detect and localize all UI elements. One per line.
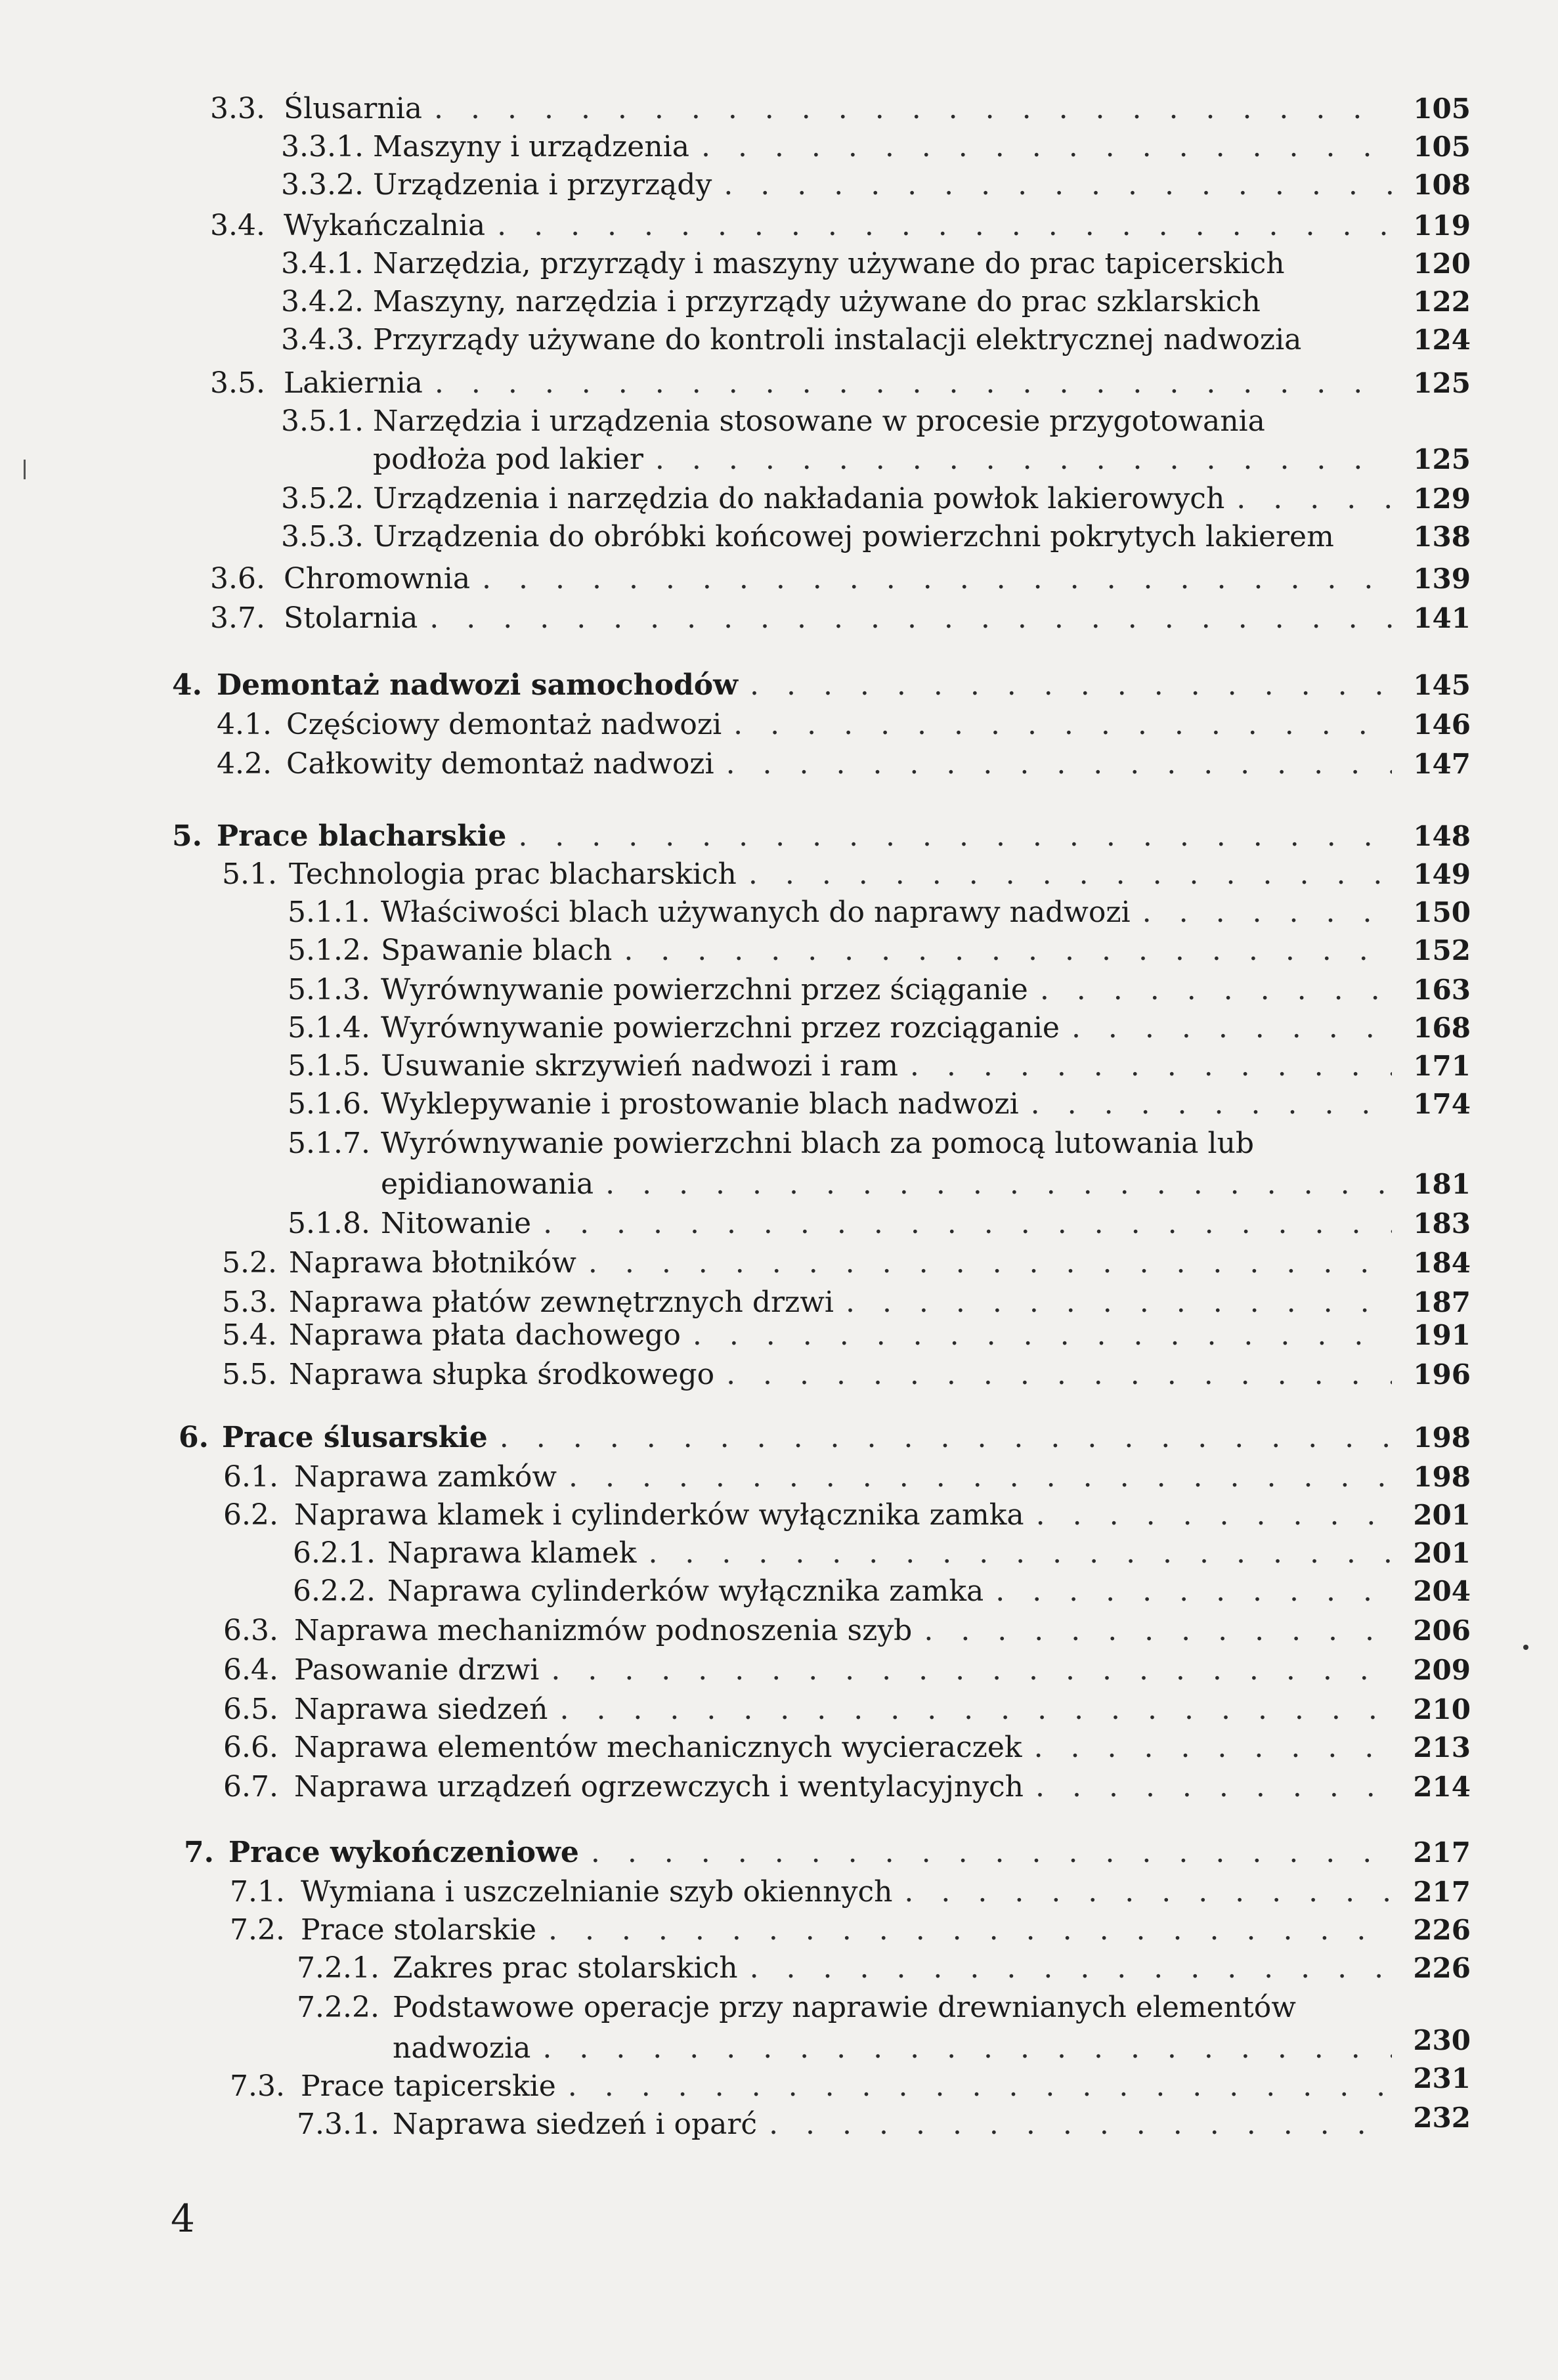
page-number: 201 <box>1413 1537 1471 1569</box>
scan-mark <box>1523 1645 1528 1650</box>
page-number: 129 <box>1413 483 1471 515</box>
page-number: 120 <box>1413 248 1471 280</box>
toc-entry: 5.1.4. Wyrównywanie powierzchni przez rozciąganie . . . <box>288 1011 1392 1045</box>
page-number: 217 <box>1413 1836 1471 1869</box>
page-number: 125 <box>1413 367 1471 399</box>
toc-entry: 3.5. Lakiernia . . . <box>210 366 1392 400</box>
toc-entry: 6.2.2. Naprawa cylinderków wyłącznika zamka . . . <box>293 1574 1392 1609</box>
toc-entry: 3.5.1. Narzędzia i urządzenia stosowane w procesie przygotowania <box>281 404 1265 438</box>
toc-entry: 3.5.3. Urządzenia do obróbki końcowej powierzchni pokrytych lakierem <box>281 520 1334 553</box>
toc-entry: 6.2.1. Naprawa klamek . . . <box>293 1536 1392 1570</box>
page-number: 146 <box>1413 708 1471 741</box>
toc-entry: 3.3. Ślusarnia . . . <box>210 92 1392 126</box>
toc-entry: 5.2. Naprawa błotników . . . <box>222 1246 1392 1280</box>
toc-entry: 6.3. Naprawa mechanizmów podnoszenia szyb . . . <box>223 1614 1392 1648</box>
toc-entry: 3.4. Wykańczalnia . . . <box>210 209 1392 243</box>
page-number: 213 <box>1413 1731 1471 1763</box>
page-number: 209 <box>1413 1654 1471 1686</box>
toc-entry: 5.1.6. Wyklepywanie i prostowanie blach nadwozi . . . <box>288 1087 1392 1121</box>
toc-entry: 3.6. Chromownia . . . <box>210 562 1392 596</box>
toc-entry: 5.1.5. Usuwanie skrzywień nadwozi i ram . . . <box>288 1049 1392 1083</box>
page-number: 138 <box>1413 521 1471 553</box>
page-number: 206 <box>1413 1614 1471 1647</box>
toc-entry-continuation: epidianowania . . . <box>381 1167 1392 1201</box>
page-number: 163 <box>1413 974 1471 1006</box>
page-number: 187 <box>1413 1286 1471 1318</box>
page-number: 152 <box>1413 934 1471 966</box>
toc-entry: 3.3.2. Urządzenia i przyrządy . . . <box>281 168 1392 202</box>
toc-entry-continuation: podłoża pod lakier . . . <box>373 443 1392 477</box>
page-number: 201 <box>1413 1499 1471 1531</box>
toc-entry: 3.4.1. Narzędzia, przyrządy i maszyny używane do prac tapicerskich <box>281 247 1285 280</box>
page-number: 108 <box>1413 169 1471 201</box>
toc-entry: 5.1.8. Nitowanie . . . <box>288 1207 1392 1241</box>
toc-entry: 7.3. Prace tapicerskie . . . <box>230 2069 1392 2104</box>
page-number: 171 <box>1413 1050 1471 1082</box>
page-number: 181 <box>1413 1168 1471 1200</box>
page-number: 198 <box>1413 1421 1471 1454</box>
scan-mark <box>24 460 26 479</box>
page-number: 191 <box>1413 1319 1471 1351</box>
toc-entry: 5.1.1. Właściwości blach używanych do naprawy nadwozi . . . <box>288 896 1392 930</box>
toc-entry: 3.5.2. Urządzenia i narzędzia do nakładania powłok lakierowych . . . <box>281 482 1392 516</box>
page-number: 147 <box>1413 748 1471 780</box>
page-number: 217 <box>1413 1876 1471 1908</box>
toc-entry: 3.4.2. Maszyny, narzędzia i przyrządy używane do prac szklarskich <box>281 285 1261 318</box>
page-number: 105 <box>1413 93 1471 125</box>
toc-entry: 7.1. Wymiana i uszczelnianie szyb okiennych . . . <box>230 1875 1392 1909</box>
folio-page-number: 4 <box>171 2196 195 2241</box>
toc-entry: 4.1. Częściowy demontaż nadwozi . . . <box>217 708 1392 742</box>
page-number: 214 <box>1413 1771 1471 1803</box>
toc-entry-continuation: nadwozia . . . <box>393 2031 1392 2066</box>
page-number: 168 <box>1413 1012 1471 1044</box>
toc-entry: 4.2. Całkowity demontaż nadwozi . . . <box>217 747 1392 781</box>
toc-chapter: 6. Prace ślusarskie . . . <box>179 1421 1392 1455</box>
page-number: 184 <box>1413 1247 1471 1279</box>
toc-entry: 3.7. Stolarnia . . . <box>210 601 1392 636</box>
toc-entry: 3.4.3. Przyrządy używane do kontroli instalacji elektrycznej nadwozia <box>281 323 1302 357</box>
page-number: 141 <box>1413 602 1471 634</box>
page-number: 105 <box>1413 131 1471 163</box>
toc-chapter: 4. Demontaż nadwozi samochodów . . . <box>172 668 1392 703</box>
page-number: 174 <box>1413 1088 1471 1120</box>
toc-chapter: 5. Prace blacharskie . . . <box>172 819 1392 854</box>
page-number: 231 <box>1413 2062 1471 2094</box>
page-number: 204 <box>1413 1575 1471 1607</box>
page-number: 139 <box>1413 563 1471 595</box>
toc-entry: 6.4. Pasowanie drzwi . . . <box>223 1653 1392 1687</box>
toc-entry: 5.4. Naprawa płata dachowego . . . <box>222 1318 1392 1352</box>
page-number: 226 <box>1413 1914 1471 1946</box>
page-number: 198 <box>1413 1461 1471 1493</box>
page-number: 210 <box>1413 1693 1471 1725</box>
toc-entry: 3.3.1. Maszyny i urządzenia . . . <box>281 130 1392 164</box>
toc-entry: 5.3. Naprawa płatów zewnętrznych drzwi . . . <box>222 1286 1392 1320</box>
toc-entry: 6.1. Naprawa zamków . . . <box>223 1460 1392 1494</box>
page-number: 125 <box>1413 443 1471 475</box>
page-number: 183 <box>1413 1207 1471 1240</box>
toc-entry: 7.2.1. Zakres prac stolarskich . . . <box>297 1951 1392 1985</box>
toc-chapter: 7. Prace wykończeniowe . . . <box>184 1836 1392 1870</box>
toc-entry: 7.3.1. Naprawa siedzeń i oparć . . . <box>297 2108 1392 2142</box>
page-number: 150 <box>1413 896 1471 928</box>
page-number: 149 <box>1413 858 1471 890</box>
toc-entry: 7.2.2. Podstawowe operacje przy naprawie drewnianych elementów <box>297 1991 1296 2024</box>
toc-entry: 5.1.2. Spawanie blach . . . <box>288 934 1392 968</box>
page-number: 196 <box>1413 1358 1471 1391</box>
toc-entry: 5.1. Technologia prac blacharskich . . . <box>222 857 1392 892</box>
toc-entry: 6.6. Naprawa elementów mechanicznych wycieraczek . . . <box>223 1731 1392 1765</box>
page-number: 145 <box>1413 669 1471 701</box>
toc-entry: 6.2. Naprawa klamek i cylinderków wyłącznika zamka . . . <box>223 1498 1392 1532</box>
page-number: 119 <box>1413 209 1471 242</box>
page-number: 122 <box>1413 286 1471 318</box>
page-number: 232 <box>1413 2102 1471 2134</box>
toc-entry: 6.7. Naprawa urządzeń ogrzewczych i wentylacyjnych . . . <box>223 1770 1392 1804</box>
toc-entry: 6.5. Naprawa siedzeń . . . <box>223 1693 1392 1727</box>
page-number: 226 <box>1413 1952 1471 1984</box>
toc-entry: 5.1.7. Wyrównywanie powierzchni blach za pomocą lutowania lub <box>288 1127 1255 1160</box>
toc-entry: 5.1.3. Wyrównywanie powierzchni przez ściąganie . . . <box>288 973 1392 1007</box>
page-number: 148 <box>1413 820 1471 852</box>
page-number: 124 <box>1413 324 1471 356</box>
toc-entry: 5.5. Naprawa słupka środkowego . . . <box>222 1358 1392 1392</box>
page-number: 230 <box>1413 2024 1471 2056</box>
toc-entry: 7.2. Prace stolarskie . . . <box>230 1913 1392 1947</box>
